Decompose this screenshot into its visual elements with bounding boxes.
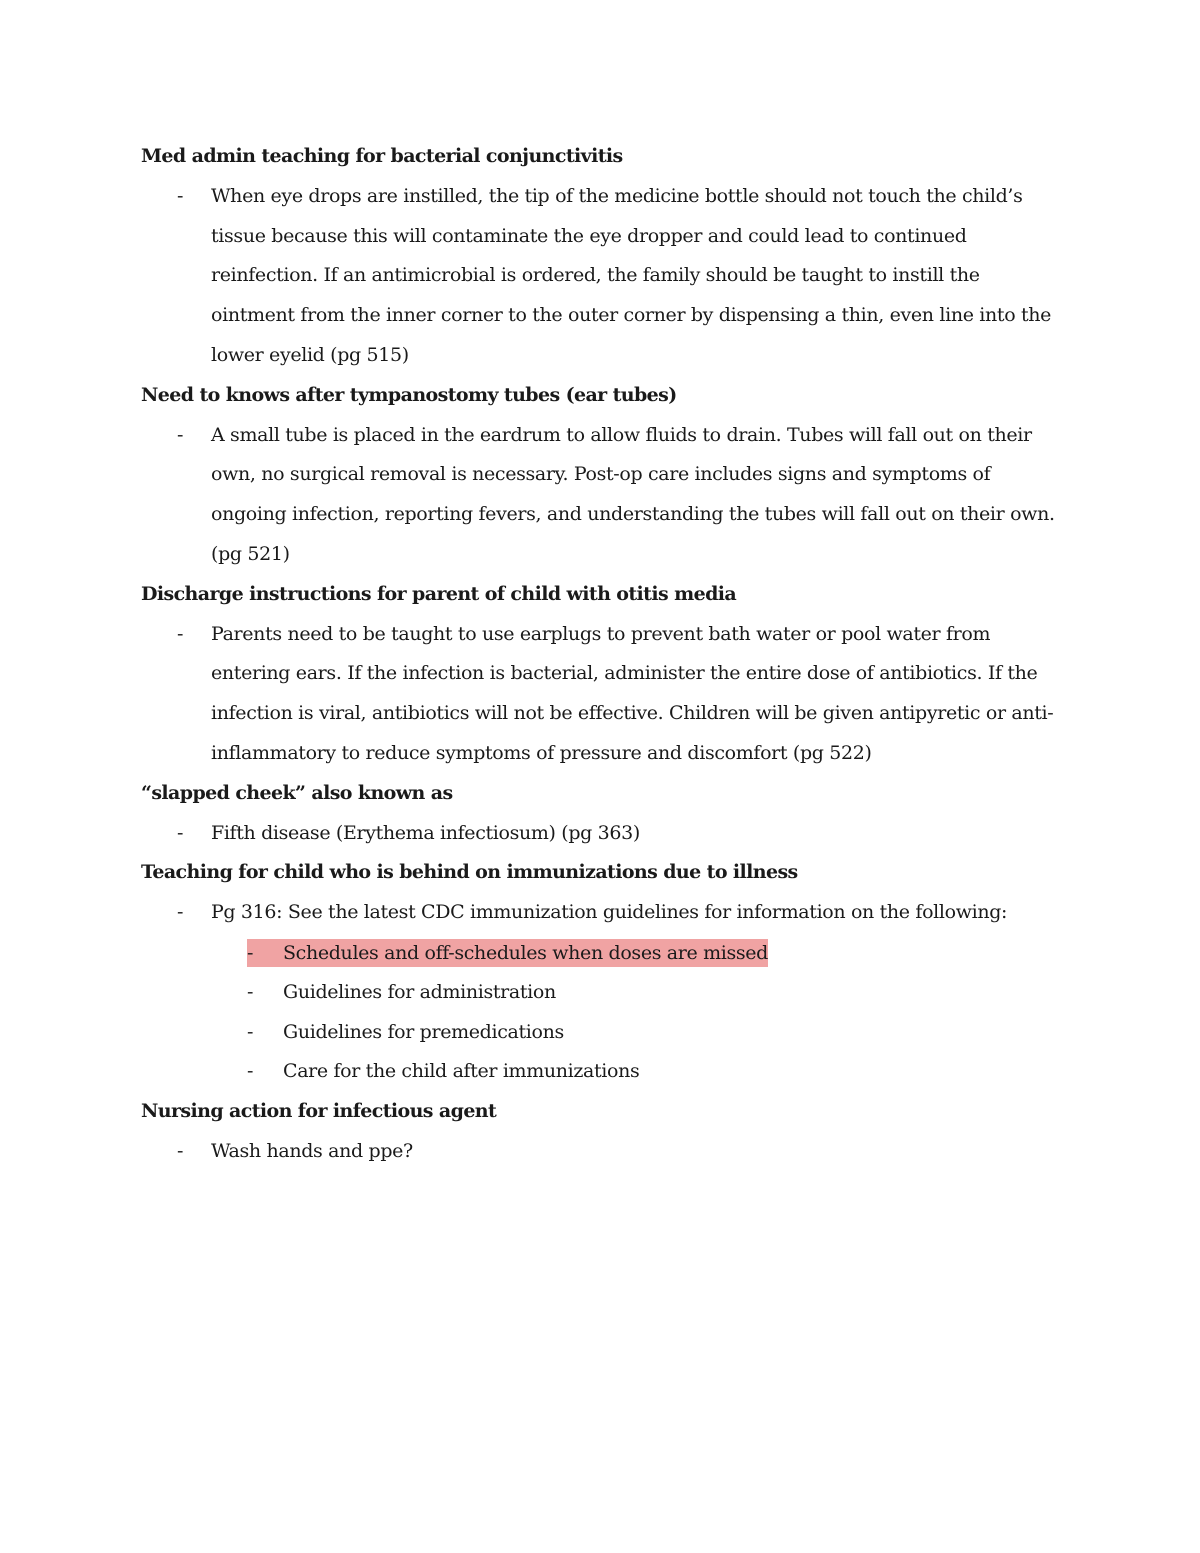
sub-list-item-text: Guidelines for premedications [283, 1020, 564, 1043]
section-heading-slapped-cheek: “slapped cheek” also known as [141, 781, 453, 804]
sub-list-item [211, 973, 1061, 1013]
bullet-dash: - [247, 1020, 254, 1043]
document-page [141, 137, 1061, 1172]
list-item [141, 615, 1061, 774]
section-heading-otitis-media: Discharge instructions for parent of child with otitis media [141, 582, 737, 605]
section-heading-nursing-action: Nursing action for infectious agent [141, 1100, 497, 1123]
section-heading-tympanostomy: Need to knows after tympanostomy tubes (ear tubes) [141, 383, 677, 406]
sub-list-item-text: Care for the child after immunizations [283, 1060, 640, 1083]
bullet-dash: - [177, 821, 184, 844]
section-heading-immunizations: Teaching for child who is behind on immunizations due to illness [141, 861, 798, 884]
list-item-text: A small tube is placed in the eardrum to allow fluids to drain. Tubes will fall out on their own, no surgical removal is necessary. Post-op care includes signs and symptoms of ongoing infection, reporting fevers, and understanding the tubes will fall out on their own. (pg 521) [211, 423, 1055, 565]
sub-list-item-highlighted [211, 933, 1061, 973]
text-highlight [247, 939, 768, 967]
bullet-dash: - [247, 1060, 254, 1083]
sub-list-item-text: Schedules and off-schedules when doses are missed [283, 941, 768, 964]
list-item [141, 177, 1061, 376]
bullet-dash: - [247, 941, 254, 964]
list-item [141, 893, 1061, 933]
bullet-dash: - [177, 901, 184, 924]
bullet-dash: - [177, 184, 184, 207]
list-item-text: When eye drops are instilled, the tip of the medicine bottle should not touch the child’s tissue because this will contaminate the eye dropper and could lead to continued reinfection. If an antimicrobial is ordered, the family should be taught to instill the ointment from the inner corner to the outer corner by dispensing a thin, even line into the lower eyelid (pg 515) [211, 184, 1052, 366]
list-item [141, 1132, 1061, 1172]
section-heading-conjunctivitis: Med admin teaching for bacterial conjunctivitis [141, 145, 623, 167]
list-item-text: Pg 316: See the latest CDC immunization guidelines for information on the following: [211, 901, 1008, 924]
list-item-text: Wash hands and ppe? [211, 1139, 413, 1162]
list-item-text: Fifth disease (Erythema infectiosum) (pg 363) [211, 821, 640, 844]
bullet-dash: - [177, 423, 184, 446]
list-item [141, 814, 1061, 854]
sub-list-item [211, 1013, 1061, 1053]
bullet-dash: - [247, 980, 254, 1003]
sub-list-item [211, 1052, 1061, 1092]
sub-list-item-text: Guidelines for administration [283, 980, 556, 1003]
bullet-dash: - [177, 1139, 184, 1162]
list-item [141, 416, 1061, 575]
list-item-text: Parents need to be taught to use earplugs to prevent bath water or pool water from entering ears. If the infection is bacterial, administer the entire dose of antibiotics. If the infection is viral, antibiotics will not be effective. Children will be given antipyretic or anti-inflammatory to reduce symptoms of pressure and discomfort (pg 522) [211, 622, 1054, 764]
bullet-dash: - [177, 622, 184, 645]
